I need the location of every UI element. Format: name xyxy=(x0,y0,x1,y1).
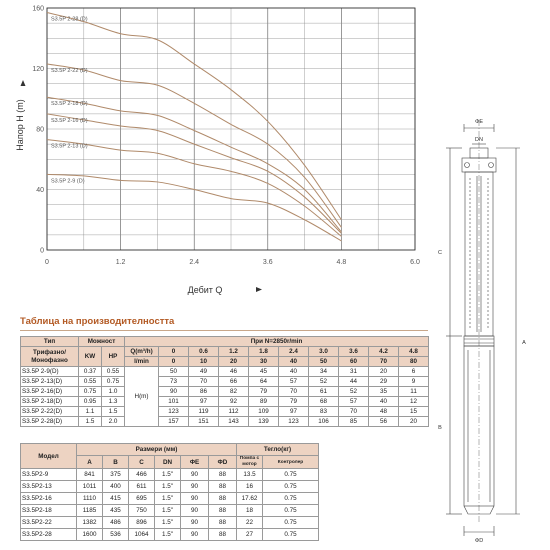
q-m3h-cell: 0 xyxy=(159,347,189,357)
dim-col-b: B xyxy=(103,456,129,469)
x-axis-label: Дебит Q xyxy=(187,285,223,295)
table-cell: 97 xyxy=(279,407,309,417)
header-sizes: Размери (мм) xyxy=(77,444,237,456)
dim-col-a: A xyxy=(77,456,103,469)
table-cell: 90 xyxy=(159,387,189,397)
x-tick-label: 6.0 xyxy=(410,259,420,266)
table-cell: 151 xyxy=(189,417,219,427)
table-cell: 88 xyxy=(209,529,237,541)
table-cell: 85 xyxy=(339,417,369,427)
table-cell: 16 xyxy=(237,481,263,493)
table-cell: 57 xyxy=(339,397,369,407)
q-lmin-cell: 50 xyxy=(309,357,339,367)
dim-col-phie: ΦE xyxy=(181,456,209,469)
table-cell: 12 xyxy=(399,397,429,407)
q-lmin-cell: 10 xyxy=(189,357,219,367)
table-cell: 1011 xyxy=(77,481,103,493)
table-cell: 1.5" xyxy=(155,505,181,517)
table-cell: 1600 xyxy=(77,529,103,541)
table-cell: 82 xyxy=(219,387,249,397)
table-cell: 1.5" xyxy=(155,493,181,505)
table-title: Таблица на производителността xyxy=(20,316,175,327)
table-cell: 1.5" xyxy=(155,481,181,493)
pump-dimension-drawing xyxy=(432,118,550,550)
table-cell: 50 xyxy=(159,367,189,377)
chart-ticks xyxy=(32,6,420,267)
q-lmin-cell: 40 xyxy=(279,357,309,367)
table-cell: 0.55 xyxy=(79,377,102,387)
table-row xyxy=(21,481,319,493)
table-cell: 90 xyxy=(181,481,209,493)
table-cell: 44 xyxy=(339,377,369,387)
table-cell: 56 xyxy=(369,417,399,427)
header-hp: HP xyxy=(102,347,125,367)
table-cell: 70 xyxy=(189,377,219,387)
q-lmin-cell: 0 xyxy=(159,357,189,367)
table-cell: 896 xyxy=(129,517,155,529)
table-cell: 79 xyxy=(279,397,309,407)
table-cell: 88 xyxy=(209,481,237,493)
table-cell: 143 xyxy=(219,417,249,427)
table-cell: 86 xyxy=(189,387,219,397)
table-row xyxy=(21,505,319,517)
x-tick-label: 0 xyxy=(45,259,49,266)
series-label: S3.5P 2-13 (D) xyxy=(51,143,88,150)
table-cell: 400 xyxy=(103,481,129,493)
q-lmin-cell: 20 xyxy=(219,357,249,367)
table-cell: 0.75 xyxy=(102,377,125,387)
label-b: B xyxy=(438,425,442,431)
table-cell: 1064 xyxy=(129,529,155,541)
table-cell: 435 xyxy=(103,505,129,517)
table-cell: 9 xyxy=(399,377,429,387)
q-m3h-cell: 0.6 xyxy=(189,347,219,357)
dim-col-c: C xyxy=(129,456,155,469)
table-cell: 34 xyxy=(309,367,339,377)
table-cell: 35 xyxy=(369,387,399,397)
table-cell: 1382 xyxy=(77,517,103,529)
table-cell: 0.55 xyxy=(102,367,125,377)
table-cell: 73 xyxy=(159,377,189,387)
table-cell: 18 xyxy=(237,505,263,517)
series-label: S3.5P 2-28 (D) xyxy=(51,16,88,23)
table-row xyxy=(21,493,319,505)
y-axis-arrow-icon xyxy=(21,80,26,86)
y-tick-label: 160 xyxy=(32,5,44,13)
table-row xyxy=(21,367,429,377)
table-cell: S3.5P 2-22(D) xyxy=(21,407,79,417)
table-cell: 27 xyxy=(237,529,263,541)
table-cell: S3.5P2-28 xyxy=(21,529,77,541)
table-cell: 0.75 xyxy=(263,493,319,505)
q-lmin-cell: 30 xyxy=(249,357,279,367)
table-cell: 15 xyxy=(399,407,429,417)
q-lmin-cell: 60 xyxy=(339,357,369,367)
header-rpm: При N=2850r/min xyxy=(125,337,429,347)
q-lmin-cell: 80 xyxy=(399,357,429,367)
table-cell: 90 xyxy=(181,517,209,529)
table-cell: 88 xyxy=(209,493,237,505)
table-cell: 157 xyxy=(159,417,189,427)
y-axis-label: Напор H (m) xyxy=(15,99,25,151)
q-m3h-cell: 1.8 xyxy=(249,347,279,357)
q-m3h-cell: 4.2 xyxy=(369,347,399,357)
table-cell: 92 xyxy=(219,397,249,407)
table-cell: 64 xyxy=(249,377,279,387)
table-cell: S3.5P2-22 xyxy=(21,517,77,529)
dim-col-dn: DN xyxy=(155,456,181,469)
table-cell: 486 xyxy=(103,517,129,529)
table-cell: 0.95 xyxy=(79,397,102,407)
x-tick-label: 1.2 xyxy=(115,259,126,266)
table-cell: 123 xyxy=(279,417,309,427)
table-cell: S3.5P 2-18(D) xyxy=(21,397,79,407)
series-label: S3.5P 2-22 (D) xyxy=(51,67,88,74)
table-cell: 1.5" xyxy=(155,517,181,529)
table-cell: 119 xyxy=(189,407,219,417)
chart-grid xyxy=(47,8,415,250)
table-cell: 40 xyxy=(369,397,399,407)
table-cell: 57 xyxy=(279,377,309,387)
label-phie: ΦE xyxy=(474,119,484,125)
q-m3h-cell: 1.2 xyxy=(219,347,249,357)
table-cell: 70 xyxy=(279,387,309,397)
weight-col-controller: Контролер xyxy=(263,456,319,469)
table-cell: S3.5P2-13 xyxy=(21,481,77,493)
table-row xyxy=(21,529,319,541)
x-tick-label: 2.4 xyxy=(189,259,200,266)
table-cell: 0.37 xyxy=(79,367,102,377)
table-cell: 89 xyxy=(249,397,279,407)
table-cell: 70 xyxy=(339,407,369,417)
header-q-m3h: Q(m³/h) xyxy=(125,347,159,357)
table-cell: 68 xyxy=(309,397,339,407)
table-row xyxy=(21,517,319,529)
table-cell: 13.5 xyxy=(237,469,263,481)
q-lmin-cell: 70 xyxy=(369,357,399,367)
dimensions-table xyxy=(20,443,319,541)
table-cell: 66 xyxy=(219,377,249,387)
table-cell: 611 xyxy=(129,481,155,493)
q-m3h-cell: 3.0 xyxy=(309,347,339,357)
table-row xyxy=(21,377,429,387)
q-m3h-cell: 2.4 xyxy=(279,347,309,357)
table-cell: 0.75 xyxy=(263,517,319,529)
table-cell: 90 xyxy=(181,493,209,505)
table-cell: 123 xyxy=(159,407,189,417)
table-cell: 45 xyxy=(249,367,279,377)
pump-curve-chart xyxy=(0,0,430,300)
table-cell: 0.75 xyxy=(263,505,319,517)
table-cell: 20 xyxy=(369,367,399,377)
table-cell: 61 xyxy=(309,387,339,397)
table-cell: 79 xyxy=(249,387,279,397)
table-cell: 88 xyxy=(209,517,237,529)
dim-col-phid: ΦD xyxy=(209,456,237,469)
header-phase: Трифазно/ Монофазно xyxy=(21,347,79,367)
table-cell: 139 xyxy=(249,417,279,427)
y-tick-label: 80 xyxy=(36,126,44,134)
title-divider xyxy=(20,330,428,331)
table-cell: 415 xyxy=(103,493,129,505)
table-cell: 1.5 xyxy=(79,417,102,427)
performance-table xyxy=(20,336,429,427)
y-tick-label: 0 xyxy=(40,247,44,255)
header-power: Можност xyxy=(79,337,125,347)
table-row xyxy=(21,417,429,427)
table-cell: 1.3 xyxy=(102,397,125,407)
y-tick-label: 120 xyxy=(32,66,44,73)
table-cell: 11 xyxy=(399,387,429,397)
table-row xyxy=(21,387,429,397)
weight-col-pump: Помпа с мотор xyxy=(237,456,263,469)
table-cell: S3.5P 2-9(D) xyxy=(21,367,79,377)
table-row xyxy=(21,407,429,417)
table-cell: 40 xyxy=(279,367,309,377)
header-weight: Тегло(кг) xyxy=(237,444,319,456)
table-cell: 1.1 xyxy=(79,407,102,417)
series-label: S3.5P 2-16 (D) xyxy=(51,117,88,124)
q-m3h-cell: 4.8 xyxy=(399,347,429,357)
table-row xyxy=(21,397,429,407)
label-a: A xyxy=(522,340,526,346)
label-dn: DN xyxy=(475,137,483,143)
table-cell: 48 xyxy=(369,407,399,417)
header-h: H(m) xyxy=(125,367,159,427)
table-cell: 88 xyxy=(209,505,237,517)
header-kw: KW xyxy=(79,347,102,367)
table-cell: 88 xyxy=(209,469,237,481)
q-m3h-cell: 3.6 xyxy=(339,347,369,357)
table-cell: 375 xyxy=(103,469,129,481)
table-cell: 0.75 xyxy=(263,469,319,481)
table-cell: 101 xyxy=(159,397,189,407)
table-cell: 112 xyxy=(219,407,249,417)
table-cell: 695 xyxy=(129,493,155,505)
table-cell: 46 xyxy=(219,367,249,377)
series-label: S3.5P 2-9 (D) xyxy=(51,178,85,185)
table-cell: 1.5 xyxy=(102,407,125,417)
table-cell: S3.5P2-18 xyxy=(21,505,77,517)
table-cell: 109 xyxy=(249,407,279,417)
table-cell: 52 xyxy=(309,377,339,387)
header-q-lmin: l/min xyxy=(125,357,159,367)
table-row xyxy=(21,469,319,481)
table-cell: 750 xyxy=(129,505,155,517)
table-cell: 106 xyxy=(309,417,339,427)
table-cell: 83 xyxy=(309,407,339,417)
table-cell: 17.62 xyxy=(237,493,263,505)
table-cell: 0.75 xyxy=(263,481,319,493)
table-cell: 20 xyxy=(399,417,429,427)
table-cell: 97 xyxy=(189,397,219,407)
table-cell: 90 xyxy=(181,529,209,541)
x-axis-arrow-icon xyxy=(256,287,262,292)
table-cell: 2.0 xyxy=(102,417,125,427)
table-cell: 29 xyxy=(369,377,399,387)
table-cell: 841 xyxy=(77,469,103,481)
table-cell: S3.5P 2-16(D) xyxy=(21,387,79,397)
label-phid: ΦD xyxy=(474,538,484,544)
table-cell: 6 xyxy=(399,367,429,377)
x-tick-label: 3.6 xyxy=(262,259,273,266)
table-cell: 31 xyxy=(339,367,369,377)
table-cell: 1.0 xyxy=(102,387,125,397)
table-cell: 90 xyxy=(181,469,209,481)
table-cell: 90 xyxy=(181,505,209,517)
table-cell: S3.5P 2-13(D) xyxy=(21,377,79,387)
y-tick-label: 40 xyxy=(36,187,44,194)
table-cell: 466 xyxy=(129,469,155,481)
table-cell: 536 xyxy=(103,529,129,541)
x-tick-label: 4.8 xyxy=(336,259,347,266)
table-cell: S3.5P2-9 xyxy=(21,469,77,481)
label-c: C xyxy=(438,250,442,256)
table-cell: S3.5P2-16 xyxy=(21,493,77,505)
table-cell: 1110 xyxy=(77,493,103,505)
table-cell: 0.75 xyxy=(263,529,319,541)
table-cell: 49 xyxy=(189,367,219,377)
table-cell: 0.75 xyxy=(79,387,102,397)
table-cell: 1.5" xyxy=(155,529,181,541)
table-cell: 1185 xyxy=(77,505,103,517)
header-type: Тип xyxy=(21,337,79,347)
table-cell: 22 xyxy=(237,517,263,529)
table-cell: 1.5" xyxy=(155,469,181,481)
series-label: S3.5P 2-18 (D) xyxy=(51,101,88,108)
table-cell: 52 xyxy=(339,387,369,397)
header-model: Модел xyxy=(21,444,77,469)
table-cell: S3.5P 2-28(D) xyxy=(21,417,79,427)
